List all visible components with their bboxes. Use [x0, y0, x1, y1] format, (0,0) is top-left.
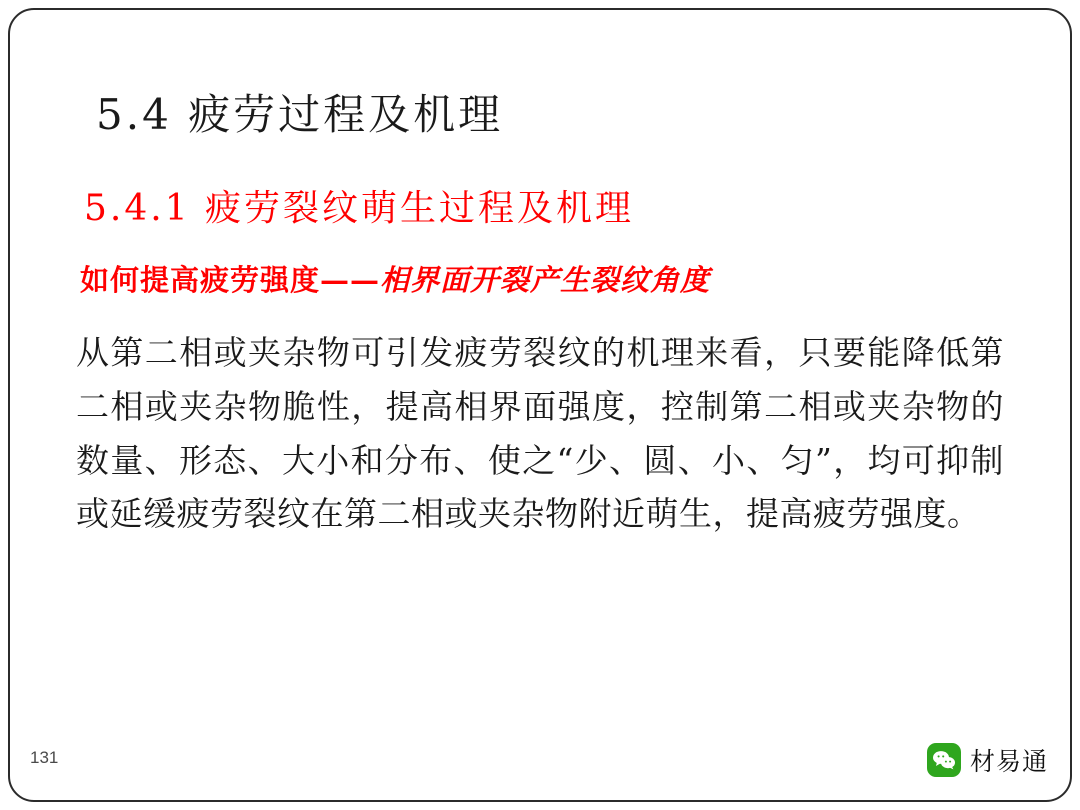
watermark [927, 742, 1048, 778]
page-title: 5.4 疲劳过程及机理 [96, 90, 504, 139]
highlight-lead: 如何提高疲劳强度—— [80, 263, 381, 297]
section-subtitle: 5.4.1 疲劳裂纹萌生过程及机理 [84, 188, 635, 229]
body-paragraph: 从第二相或夹杂物可引发疲劳裂纹的机理来看，只要能降低第二相或夹杂物脆性，提高相界面强度，控制第二相或夹杂物的数量、形态、大小和分布、使之“少、圆、小、匀”，均可抑制或延缓疲劳裂纹在第二相或夹杂物附近萌生，提高疲劳强度。 [76, 333, 1004, 534]
highlight-emphasis: 相界面开裂产生裂纹角度 [380, 263, 711, 297]
page-number: 131 [30, 748, 59, 767]
highlight-line [80, 258, 980, 299]
wechat-icon [927, 743, 961, 777]
watermark-label: 材易通 [969, 747, 1048, 776]
